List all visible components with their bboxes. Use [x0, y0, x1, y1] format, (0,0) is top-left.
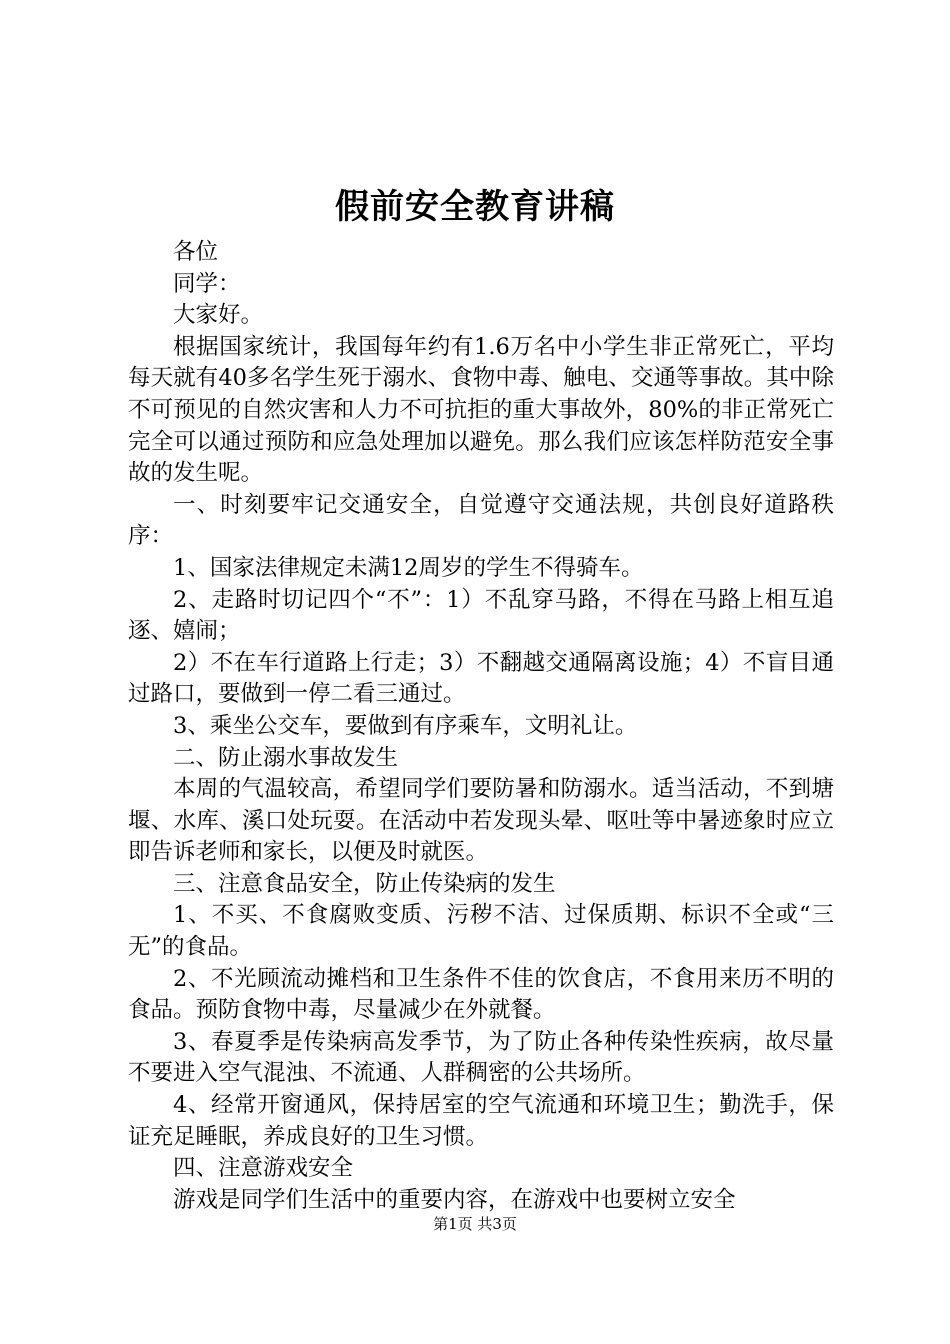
- paragraph-food-rule-3: 3、春夏季是传染病高发季节，为了防止各种传染性疾病，故尽量不要进入空气混浊、不流通、人群稠密的公共场所。: [128, 1028, 834, 1087]
- paragraph-salutation-1: 各位: [173, 239, 219, 265]
- document-body: [128, 237, 834, 1216]
- paragraph-traffic-rule-2: 2、走路时切记四个“不”：1）不乱穿马路，不得在马路上相互追逐、嬉闹；: [128, 586, 834, 645]
- page-number-footer: 第1页 共3页: [433, 1215, 517, 1233]
- paragraph-food-rule-2: 2、不光顾流动摊档和卫生条件不佳的饮食店，不食用来历不明的食品。预防食物中毒，尽量减少在外就餐。: [128, 965, 834, 1024]
- paragraph-salutation-2: 同学：: [173, 270, 241, 297]
- paragraph-section-2-heading: 二、防止溺水事故发生: [173, 744, 399, 771]
- document-title: 假前安全教育讲稿: [335, 187, 615, 227]
- paragraph-section-1-heading: 一、时刻要牢记交通安全，自觉遵守交通法规，共创良好道路秩序：: [128, 491, 834, 550]
- paragraph-drowning-prevention: 本周的气温较高，希望同学们要防暑和防溺水。适当活动，不到塘堰、水库、溪口处玩耍。在活动中若发现头晕、呕吐等中暑迹象时应立即告诉老师和家长，以便及时就医。: [128, 776, 834, 866]
- paragraph-traffic-rule-1: 1、国家法律规定未满12周岁的学生不得骑车。: [173, 554, 644, 581]
- paragraph-section-3-heading: 三、注意食品安全，防止传染病的发生: [173, 870, 556, 897]
- paragraph-traffic-rule-2-continued: 2）不在车行道路上行走；3）不翻越交通隔离设施；4）不盲目通过路口，要做到一停二看三通过。: [128, 649, 834, 708]
- paragraph-traffic-rule-3: 3、乘坐公交车，要做到有序乘车，文明礼让。: [173, 712, 638, 739]
- paragraph-statistics: 根据国家统计，我国每年约有1.6万名中小学生非正常死亡，平均每天就有40多名学生死于溺水、食物中毒、触电、交通等事故。其中除不可预见的自然灾害和人力不可抗拒的重大事故外，80%的非正常死亡完全可以通过预防和应急处理加以避免。那么我们应该怎样防范安全事故的发生呢。: [128, 333, 834, 487]
- paragraph-food-rule-1: 1、不买、不食腐败变质、污秽不洁、过保质期、标识不全或“三无”的食品。: [128, 902, 834, 961]
- paragraph-food-rule-4: 4、经常开窗通风，保持居室的空气流通和环境卫生；勤洗手，保证充足睡眠，养成良好的卫生习惯。: [128, 1092, 834, 1150]
- paragraph-game-safety: 游戏是同学们生活中的重要内容，在游戏中也要树立安全: [173, 1186, 736, 1213]
- paragraph-section-4-heading: 四、注意游戏安全: [173, 1155, 354, 1182]
- paragraph-greeting: 大家好。: [173, 302, 264, 329]
